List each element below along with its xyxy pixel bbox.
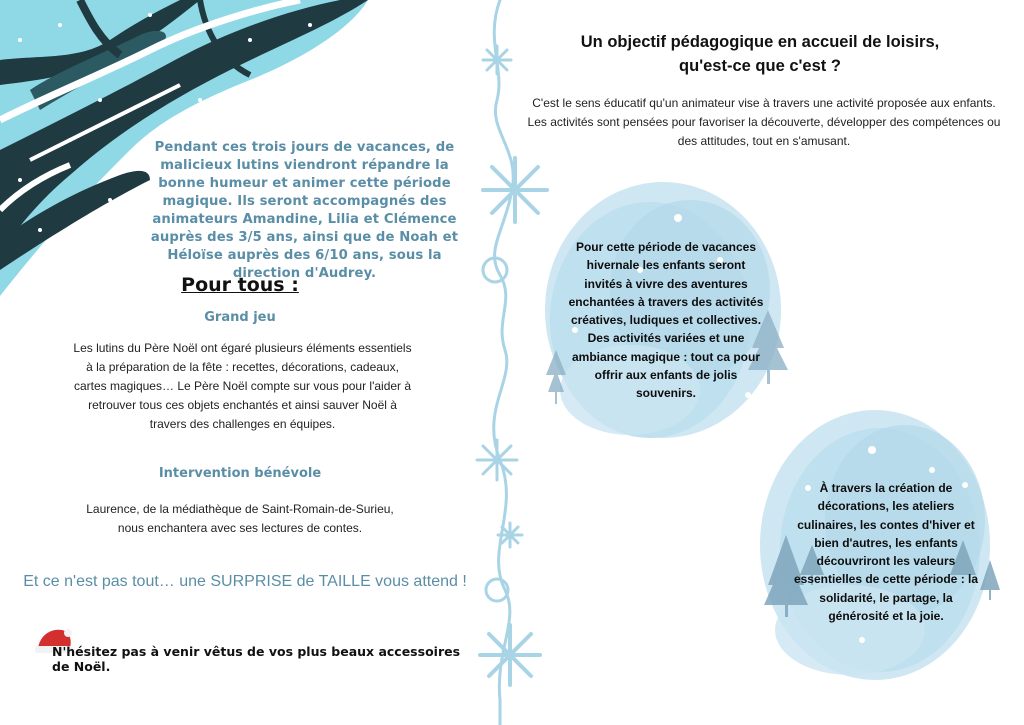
- intervention-text: Laurence, de la médiathèque de Saint-Romain-de-Surieu, nous enchantera avec ses lectures de contes.: [86, 502, 394, 535]
- grand-jeu-text: Les lutins du Père Noël ont égaré plusieurs éléments essentiels à la préparation de la fête : recettes, décorations, cadeaux, cartes magiques… Le Père Noël compte sur vous pour l'aider à retrouver tous ces objets enchantés et ainsi sauver Noël à travers des challenges en équipes.: [73, 341, 412, 431]
- intervention-title: Intervention bénévole: [158, 466, 322, 481]
- definition-text: C'est le sens éducatif qu'un animateur vise à travers une activité proposée aux enfants. Les activités sont pensées pour favoriser la découverte, développer des compétences ou des attitudes, tout en s'amusant.: [527, 96, 1001, 148]
- grand-jeu-title: Grand jeu: [204, 310, 276, 325]
- heading-pour-tous: Pour tous :: [181, 274, 299, 296]
- surprise-text: Et ce n'est pas tout… une SURPRISE de TAILLE vous attend !: [23, 573, 467, 590]
- bubble-1-text: Pour cette période de vacances hivernale les enfants seront invités à vivre des aventures enchantées à travers des activités créatives, ludiques et collectives. Des activités variées et une ambiance magique : tout ca pour offrir aux enfants de jolis souvenirs.: [568, 240, 764, 401]
- accessories-note: N'hésitez pas à venir vêtus de vos plus beaux accessoires de Noël.: [52, 644, 461, 674]
- bubble-2-text: À travers la création de décorations, les ateliers culinaires, les contes d'hiver et bien d'autres, les enfants découvriront les valeurs essentielles de cette période : la solidarité, le partage, la générosité et la joie.: [793, 481, 979, 624]
- right-title: Un objectif pédagogique en accueil de loisirs, qu'est-ce que c'est ?: [580, 33, 940, 75]
- intro-paragraph: Pendant ces trois jours de vacances, de malicieux lutins viendront répandre la bonne humeur et animer cette période magique. Ils seront accompagnés des animateurs Amandine, Lilia et Clémence auprès des 3/5 ans, ainsi que de Noah et Héloïse auprès des 6/10 ans, sous la direction d'Audrey.: [150, 140, 459, 281]
